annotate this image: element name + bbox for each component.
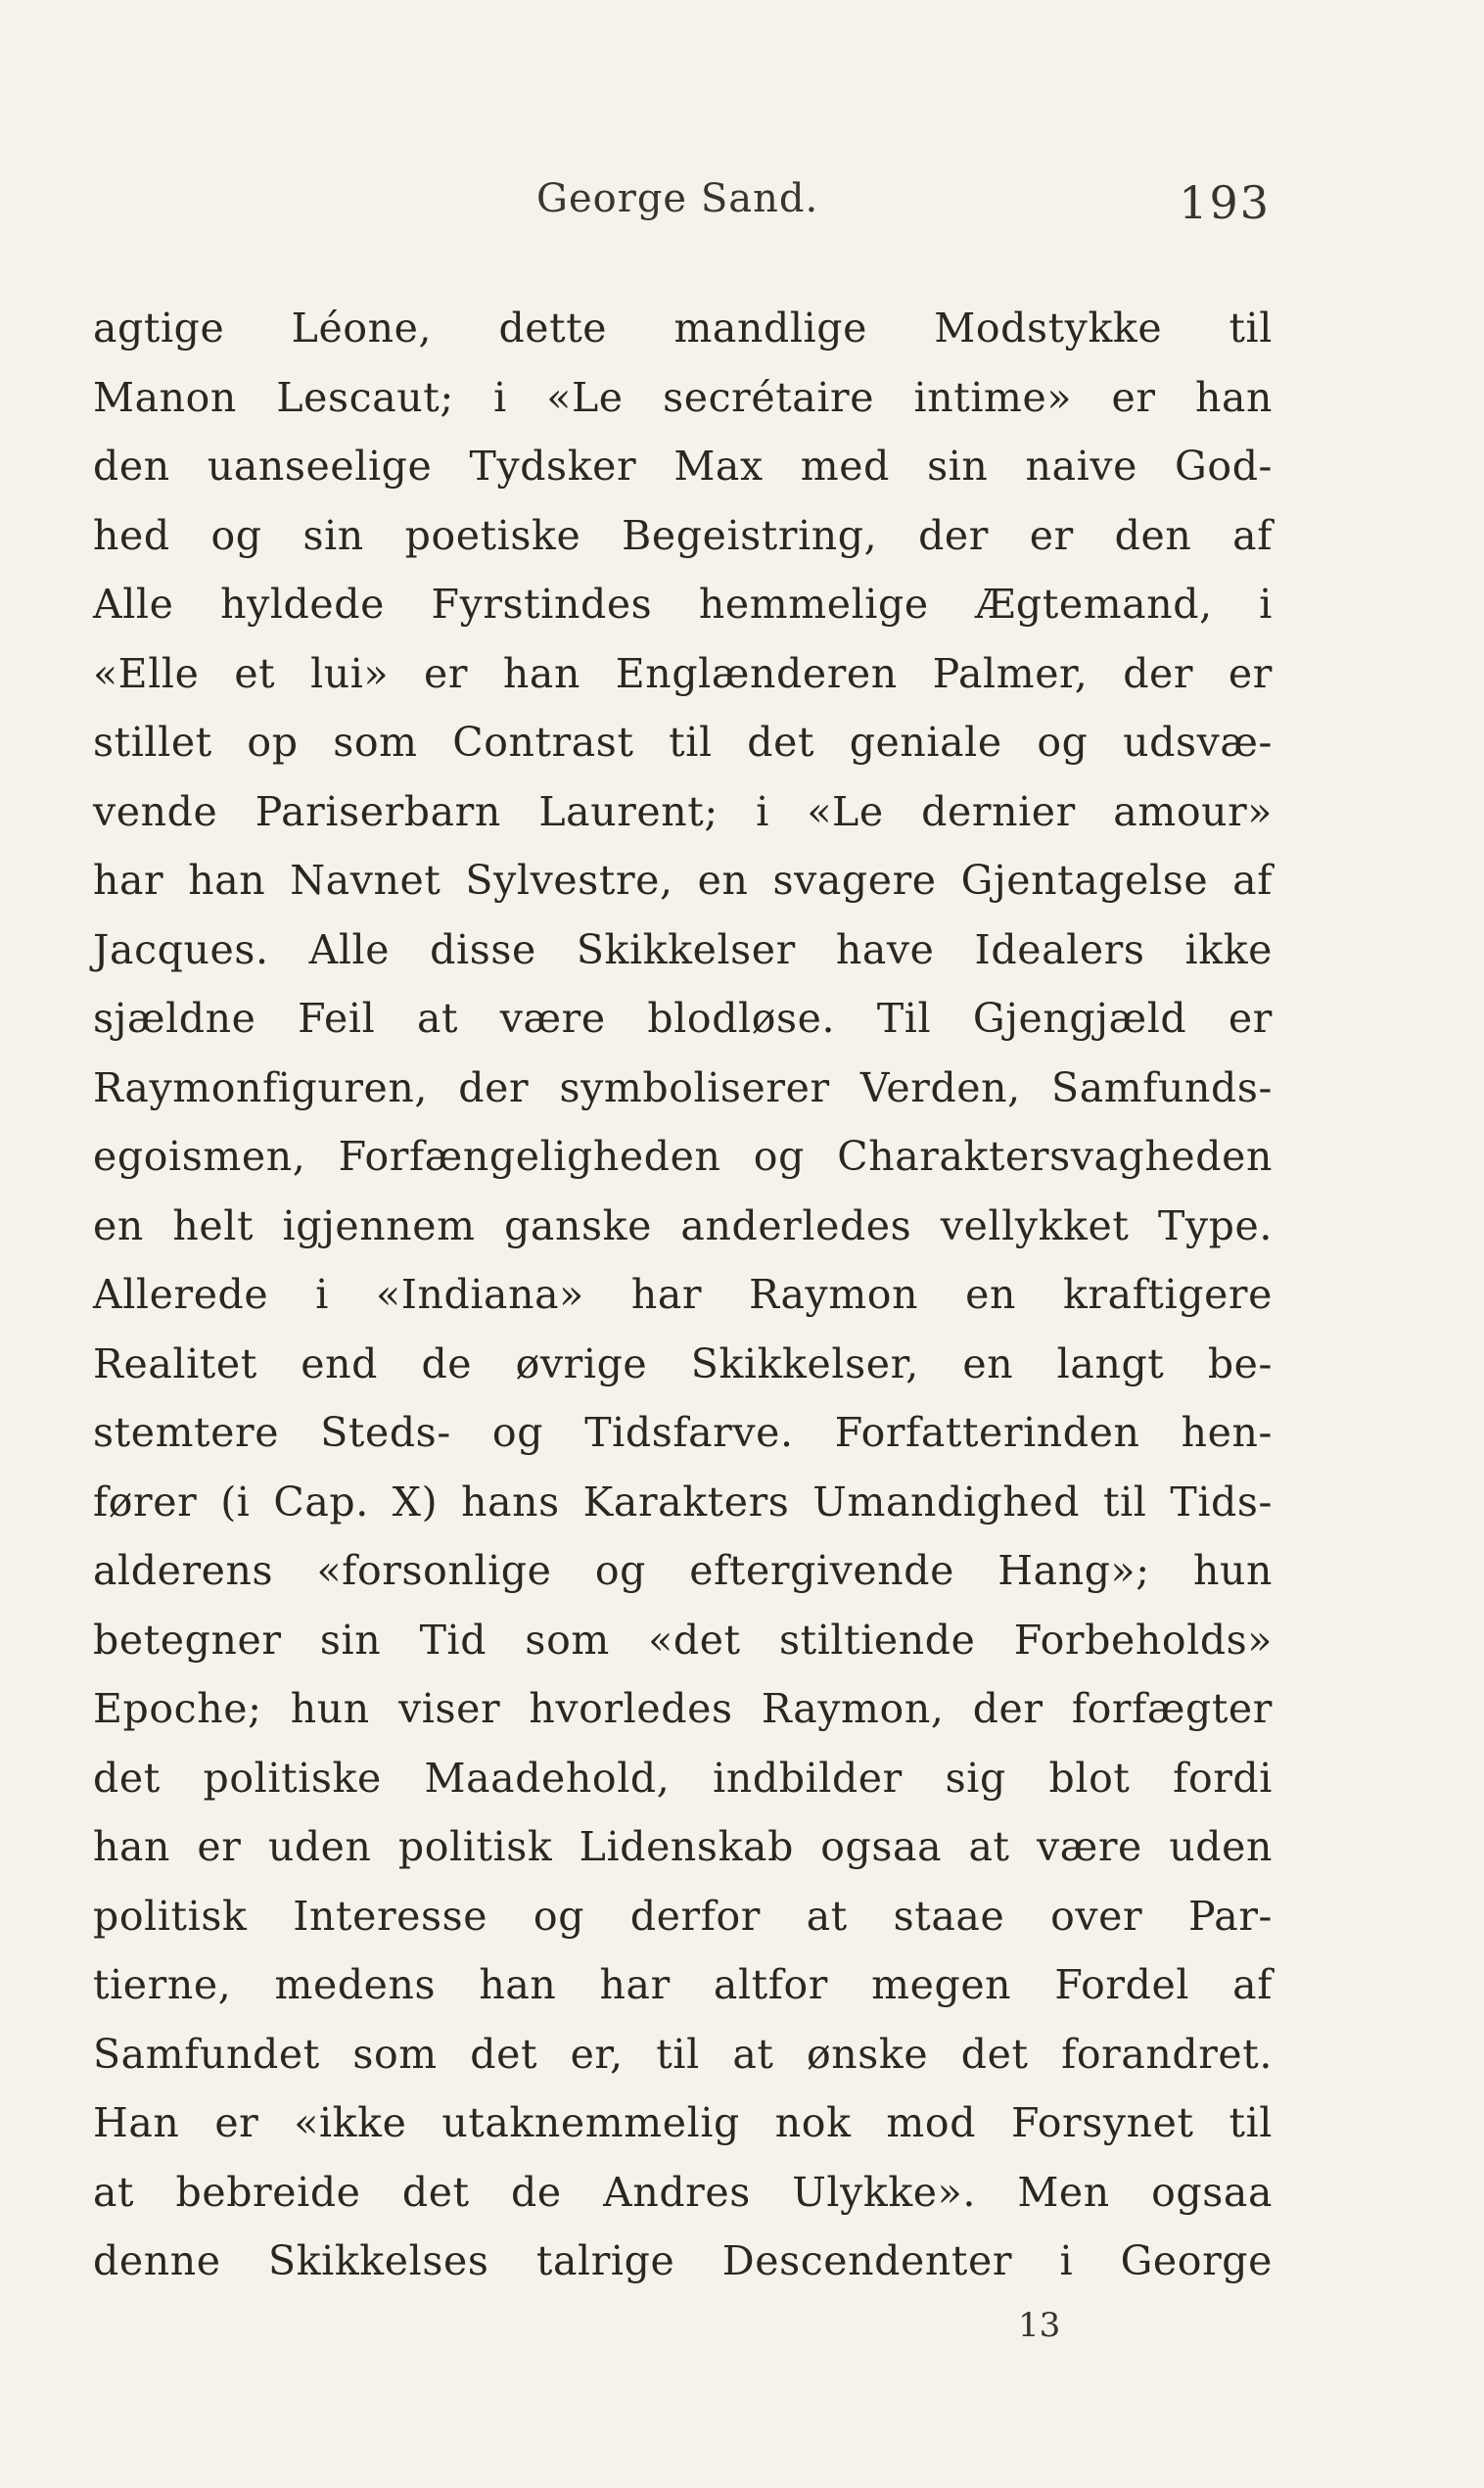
text-line: Manon Lescaut; i «Le secrétaire intime» er han <box>93 373 1273 421</box>
text-line: Raymonfiguren, der symboliserer Verden, Samfunds- <box>93 1063 1273 1111</box>
text-line: vende Pariserbarn Laurent; i «Le dernier amour» <box>93 787 1273 835</box>
body-text <box>93 294 1273 2296</box>
page-number: 193 <box>1179 176 1271 229</box>
text-line: stillet op som Contrast til det geniale og udsvæ- <box>93 719 1273 766</box>
text-line: det politiske Maadehold, indbilder sig blot fordi <box>93 1754 1273 1802</box>
text-line: alderens «forsonlige og eftergivende Hang»; hun <box>93 1547 1273 1594</box>
text-line: sjældne Feil at være blodløse. Til Gjengjæld er <box>93 995 1273 1042</box>
text-line: han er uden politisk Lidenskab ogsaa at være uden <box>93 1823 1273 1870</box>
text-line: Jacques. Alle disse Skikkelser have Idealers ikke <box>93 925 1273 973</box>
text-line: den uanseelige Tydsker Max med sin naive God- <box>93 443 1273 490</box>
text-line: Han er «ikke utaknemmelig nok mod Forsynet til <box>93 2099 1273 2146</box>
running-head-title: George Sand. <box>536 176 819 221</box>
text-line: Realitet end de øvrige Skikkelser, en langt be- <box>93 1339 1273 1387</box>
text-line: at bebreide det de Andres Ulykke». Men ogsaa <box>93 2168 1273 2216</box>
text-line: agtige Léone, dette mandlige Modstykke til <box>93 305 1273 352</box>
text-line: Epoche; hun viser hvorledes Raymon, der forfægter <box>93 1685 1273 1732</box>
text-line: egoismen, Forfængeligheden og Charaktersvagheden <box>93 1133 1273 1180</box>
text-line: har han Navnet Sylvestre, en svagere Gjentagelse af <box>93 857 1273 904</box>
text-line: «Elle et lui» er han Englænderen Palmer, der er <box>93 649 1273 697</box>
text-line: stemtere Steds- og Tidsfarve. Forfatterinden hen- <box>93 1409 1273 1456</box>
text-line: hed og sin poetiske Begeistring, der er den af <box>93 511 1273 559</box>
text-line: denne Skikkelses talrige Descendenter i George <box>93 2237 1273 2284</box>
text-line: Samfundet som det er, til at ønske det forandret. <box>93 2030 1273 2078</box>
signature-mark: 13 <box>1018 2306 1061 2345</box>
text-line: fører (i Cap. X) hans Karakters Umandighed til Tids- <box>93 1478 1273 1526</box>
text-line: en helt igjennem ganske anderledes vellykket Type. <box>93 1201 1273 1249</box>
text-line: Allerede i «Indiana» har Raymon en kraftigere <box>93 1271 1273 1318</box>
text-line: tierne, medens han har altfor megen Fordel af <box>93 1961 1273 2008</box>
text-line: betegner sin Tid som «det stiltiende Forbeholds» <box>93 1616 1273 1664</box>
text-line: Alle hyldede Fyrstindes hemmelige Ægtemand, i <box>93 581 1273 628</box>
text-line: politisk Interesse og derfor at staae over Par- <box>93 1892 1273 1940</box>
